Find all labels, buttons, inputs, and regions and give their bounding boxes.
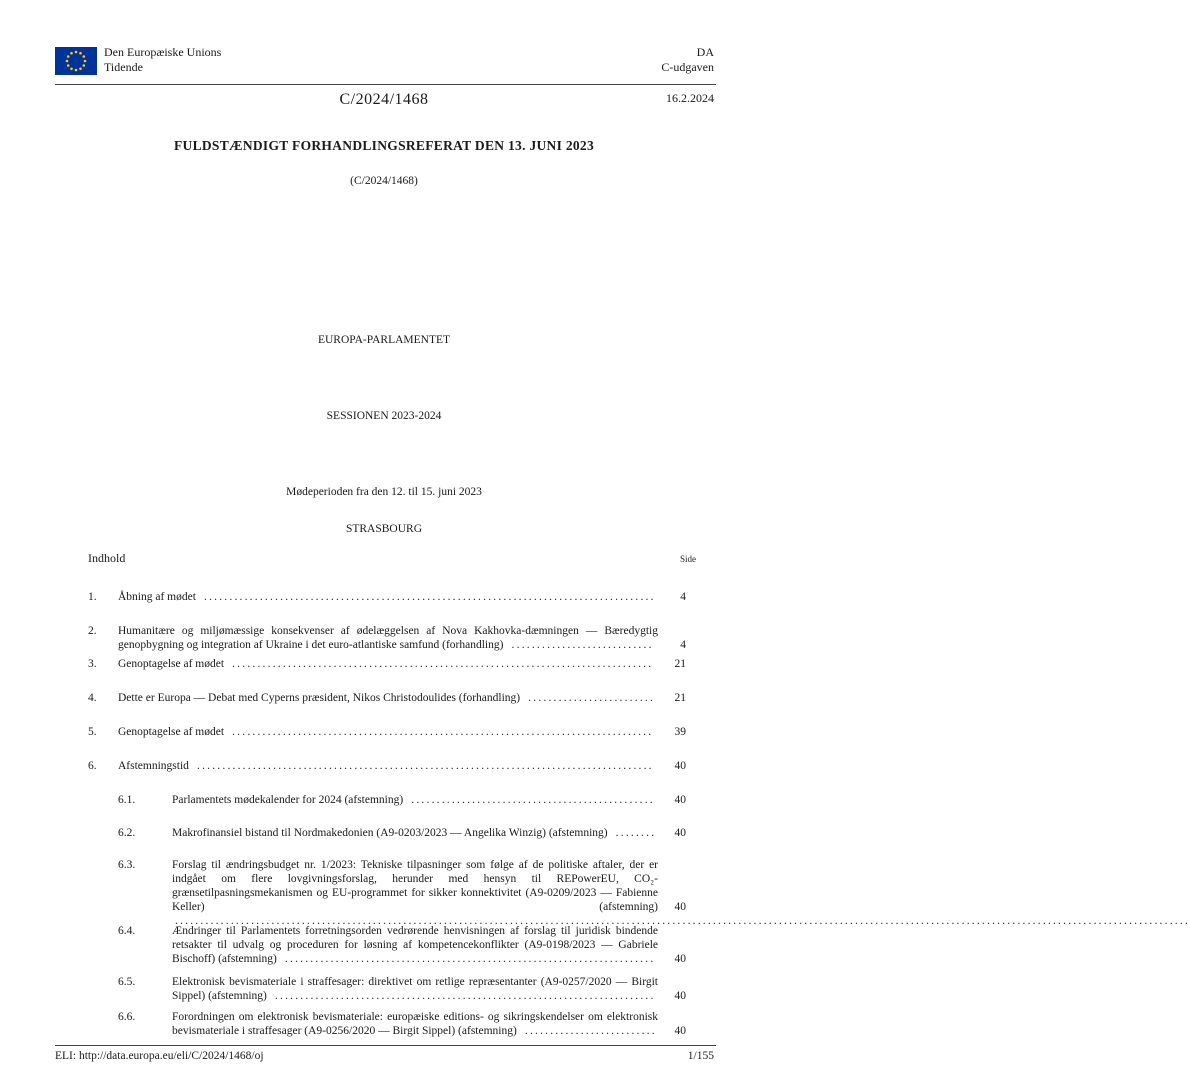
toc-entry-text: Åbning af mødet: [118, 591, 196, 603]
toc-entry-text: Makrofinansiel bistand til Nordmakedonien (A9-0203/2023 — Angelika Winzig) (afstemning): [172, 827, 608, 839]
toc-entry-page: 40: [674, 760, 686, 772]
toc-heading: Indhold: [88, 551, 126, 565]
toc-entry-title: [118, 725, 658, 739]
document-reference: (C/2024/1468): [350, 175, 418, 187]
toc-entry-number: 6.1.: [118, 794, 136, 806]
institution-name: EUROPA-PARLAMENTET: [317, 334, 451, 346]
toc-entry-text: Genoptagelse af mødet: [118, 726, 225, 738]
publication-line2: Tidende: [104, 60, 143, 74]
toc-page-column-label: Side: [679, 554, 696, 564]
toc-entry-title: [118, 657, 658, 671]
toc-entry-page: 39: [674, 726, 686, 738]
toc-entry-title: [118, 691, 658, 705]
toc-entry-number: 6.2.: [118, 827, 136, 839]
toc-entry-page: 40: [674, 990, 686, 1002]
toc-entry-number: 4.: [88, 692, 97, 704]
toc-entry-number: 6.6.: [118, 1011, 136, 1023]
footer-divider: [55, 1045, 716, 1046]
session-place: STRASBOURG: [345, 523, 423, 535]
toc-leader-dots: ........................................................................................................................................................................................................: [175, 915, 1190, 927]
toc-entry-text: Humanitære og miljømæssige konsekvenser af ødelæggelsen af Nova Kakhovka-dæmningen — Bæredygtig genopbygning og integration af Ukraine i det euro-atlantiske samfund (forhandling): [118, 625, 658, 651]
toc-leader-dots: ................................................: [406, 794, 655, 806]
toc-entry-number: 3.: [88, 658, 97, 670]
publication-line1: Den Europæiske Unions: [104, 45, 222, 59]
document-date: 16.2.2024: [666, 91, 714, 105]
toc-entry-page: 40: [674, 1025, 686, 1037]
toc-entry-number: 6.4.: [118, 925, 136, 937]
toc-leader-dots: .........................................................................: [279, 953, 656, 965]
toc-leader-dots: ...................................................................................: [227, 658, 654, 670]
eu-stars-icon: [55, 47, 97, 75]
toc-entry-number: 2.: [88, 625, 97, 637]
toc-entry-title: [118, 759, 658, 773]
toc-entry-number: 6.3.: [118, 859, 136, 871]
toc-entry-text: Elektronisk bevismateriale i straffesager: direktivet om retlige repræsentanter (A9-0257/2020 — Birgit Sippel) (afstemning): [172, 976, 658, 1002]
toc-entry-page: 40: [674, 794, 686, 806]
toc-entry-text: Parlamentets mødekalender for 2024 (afstemning): [172, 794, 404, 806]
page-counter: 1/155: [687, 1050, 714, 1062]
toc-entry-page: 4: [680, 591, 686, 603]
toc-entry-title: [118, 624, 658, 652]
toc-entry-page: 40: [674, 953, 686, 965]
toc-entry-title: [118, 590, 658, 604]
toc-leader-dots: .........................................................................................: [198, 591, 656, 603]
toc-entry-page: 21: [674, 692, 686, 704]
toc-entry-number: 6.5.: [118, 976, 136, 988]
series-name: C-udgaven: [661, 60, 714, 74]
toc-entry-number: 5.: [88, 726, 97, 738]
toc-leader-dots: ..........................................................................................: [191, 760, 654, 772]
toc-entry-text: Forordningen om elektronisk bevismateriale: europæiske editions- og sikringskendelser om elektronisk bevismateriale i straffesager (A9-0256/2020 — Birgit Sippel) (afstemning): [172, 1011, 658, 1037]
document-number: C/2024/1468: [339, 91, 429, 108]
document-title: FULDSTÆNDIGT FORHANDLINGSREFERAT DEN 13. JUNI 2023: [173, 138, 595, 153]
toc-entry-page: 4: [680, 639, 686, 651]
publication-name: [104, 45, 221, 75]
language-code: DA: [696, 45, 714, 59]
toc-entry-number: 6.: [88, 760, 97, 772]
session-period: Mødeperioden fra den 12. til 15. juni 2023: [286, 486, 482, 498]
toc-leader-dots: .........................: [523, 692, 656, 704]
toc-entry-title: [172, 975, 658, 1003]
toc-entry-text: Genoptagelse af mødet: [118, 658, 225, 670]
toc-leader-dots: ...................................................................................: [227, 726, 654, 738]
edition-info: [661, 45, 714, 75]
toc-leader-dots: ...........................................................................: [269, 990, 656, 1002]
toc-entry-text: Dette er Europa — Debat med Cyperns præsident, Nikos Christodoulides (forhandling): [118, 692, 521, 704]
toc-leader-dots: ........: [610, 827, 657, 839]
toc-entry-text: Ændringer til Parlamentets forretningsorden vedrørende henvisningen af forslag til juridisk bindende retsakter til udvalg og proceduren for løsning af kompetencekonflikter (A9-0198/2023 — Gabriele Bischoff) (afstemning): [172, 925, 658, 965]
toc-leader-dots: ..........................: [519, 1025, 657, 1037]
toc-entry-title: [172, 826, 658, 840]
toc-entry-title: [172, 1010, 658, 1038]
toc-entry-page: 21: [674, 658, 686, 670]
header-divider: [55, 84, 716, 85]
toc-entry-text: Forslag til ændringsbudget nr. 1/2023: Tekniske tilpasninger som følge af de politiske aftaler, der er indgået om flere lovgivningsforslag, herunder med hensyn til REPowerEU, CO₂-grænsetilpasningsmekanismen og EU-programmet for sikker konnektivitet (A9-0209/2023 — Fabienne Keller) (afstemning): [172, 859, 658, 913]
toc-entry-number: 1.: [88, 591, 97, 603]
toc-entry-title: [172, 793, 658, 807]
toc-entry-page: 40: [674, 901, 686, 913]
toc-entry-title: [172, 924, 658, 966]
session-name: SESSIONEN 2023-2024: [326, 410, 442, 422]
toc-entry-page: 40: [674, 827, 686, 839]
eu-flag-logo: [55, 47, 97, 75]
toc-entry-text: Afstemningstid: [118, 760, 189, 772]
eli-link[interactable]: ELI: http://data.europa.eu/eli/C/2024/1468/oj: [55, 1050, 264, 1062]
toc-leader-dots: ............................: [506, 639, 654, 651]
